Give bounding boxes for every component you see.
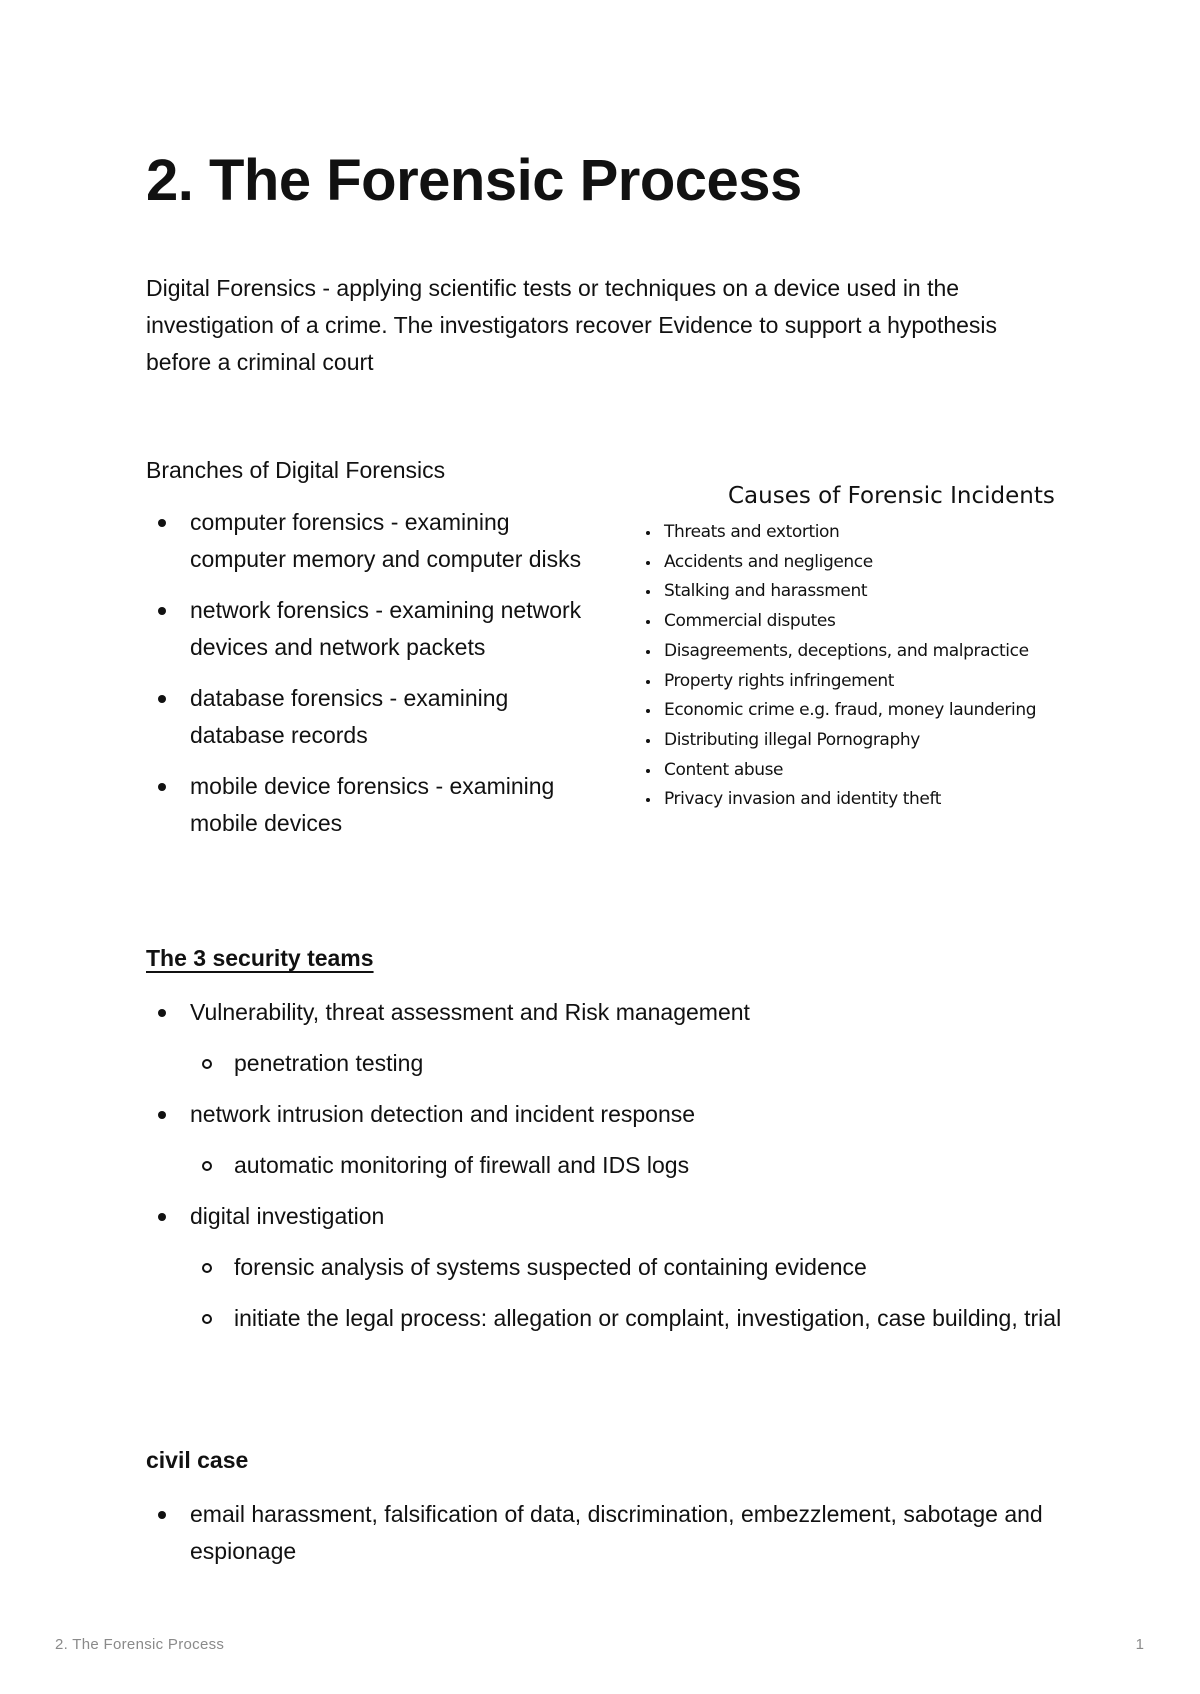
list-item-text: forensic analysis of systems suspected of containing evidence — [234, 1254, 867, 1280]
list-item — [640, 548, 1070, 578]
list-item — [640, 696, 1070, 726]
civil-case-heading: civil case — [146, 1447, 249, 1473]
list-item — [640, 667, 1070, 697]
list-item-text: Property rights infringement — [664, 670, 895, 691]
list-item — [146, 680, 586, 754]
list-item-text: Privacy invasion and identity theft — [664, 789, 941, 810]
list-item-text: Distributing illegal Pornography — [664, 729, 920, 750]
list-item — [146, 1096, 1106, 1133]
list-item — [146, 1249, 1106, 1286]
bullet-icon — [646, 798, 650, 802]
branches-heading: Branches of Digital Forensics — [146, 457, 446, 483]
circle-bullet-icon — [202, 1059, 212, 1069]
list-item-text: automatic monitoring of firewall and IDS logs — [234, 1152, 690, 1178]
list-item-text: network intrusion detection and incident response — [190, 1101, 696, 1127]
causes-list — [640, 518, 1070, 815]
list-item — [146, 1300, 1106, 1337]
bullet-icon — [158, 1111, 166, 1119]
list-item-text: Accidents and negligence — [664, 551, 873, 572]
list-item-text: email harassment, falsification of data, discrimination, embezzlement, sabotage and espionage — [190, 1501, 1043, 1564]
list-item — [640, 607, 1070, 637]
bullet-icon — [158, 1511, 166, 1519]
list-item-text: Economic crime e.g. fraud, money laundering — [664, 700, 1037, 721]
footer-page-number: 1 — [1135, 1636, 1144, 1653]
list-item-text: Disagreements, deceptions, and malpractice — [664, 640, 1029, 661]
bullet-icon — [646, 769, 650, 773]
list-item — [146, 1045, 1106, 1082]
list-item-text: Threats and extortion — [664, 522, 840, 542]
bullet-icon — [646, 650, 650, 654]
list-item — [146, 1496, 1106, 1570]
intro-paragraph: Digital Forensics - applying scientific tests or techniques on a device used in the investigation of a crime. The investigators recover Evidence to support a hypothesis before a criminal court — [146, 275, 998, 375]
list-item-text: digital investigation — [190, 1203, 385, 1229]
bullet-icon — [646, 680, 650, 684]
bullet-icon — [646, 561, 650, 565]
bullet-icon — [158, 1213, 166, 1221]
bullet-icon — [646, 709, 650, 713]
footer-doc-title: 2. The Forensic Process — [55, 1636, 225, 1653]
list-item — [146, 994, 1106, 1031]
bullet-icon — [158, 783, 166, 791]
bullet-icon — [158, 1009, 166, 1017]
list-item-text: Commercial disputes — [664, 611, 836, 632]
bullet-icon — [646, 620, 650, 624]
list-item — [146, 504, 586, 578]
bullet-icon — [646, 590, 650, 594]
circle-bullet-icon — [202, 1263, 212, 1273]
list-item — [640, 577, 1070, 607]
list-item — [640, 518, 1070, 548]
list-item — [146, 1147, 1106, 1184]
civil-list — [146, 1496, 1106, 1570]
list-item — [146, 592, 586, 666]
list-item-text: Content abuse — [664, 759, 784, 780]
causes-title: Causes of Forensic Incidents — [728, 483, 1055, 509]
bullet-icon — [646, 531, 650, 535]
teams-heading: The 3 security teams — [146, 945, 374, 971]
bullet-icon — [158, 695, 166, 703]
list-item — [146, 768, 586, 842]
list-item-text: Vulnerability, threat assessment and Risk management — [190, 999, 750, 1025]
list-item — [640, 756, 1070, 786]
list-item-text: initiate the legal process: allegation or complaint, investigation, case building, trial — [234, 1305, 1062, 1331]
list-item-text: network forensics - examining network devices and network packets — [190, 597, 582, 660]
list-item-text: penetration testing — [234, 1050, 424, 1076]
causes-image — [640, 480, 1070, 820]
bullet-icon — [646, 739, 650, 743]
list-item-text: mobile device forensics - examining mobile devices — [190, 773, 555, 836]
list-item — [640, 785, 1070, 815]
list-item — [640, 637, 1070, 667]
bullet-icon — [158, 607, 166, 615]
list-item — [146, 1198, 1106, 1235]
bullet-icon — [158, 519, 166, 527]
teams-list — [146, 994, 1106, 1351]
circle-bullet-icon — [202, 1161, 212, 1171]
list-item — [640, 726, 1070, 756]
branches-list — [146, 504, 586, 856]
list-item-text: computer forensics - examining computer memory and computer disks — [190, 509, 582, 572]
circle-bullet-icon — [202, 1314, 212, 1324]
page-title: 2. The Forensic Process — [146, 148, 802, 213]
list-item-text: database forensics - examining database records — [190, 685, 509, 748]
list-item-text: Stalking and harassment — [664, 581, 868, 602]
